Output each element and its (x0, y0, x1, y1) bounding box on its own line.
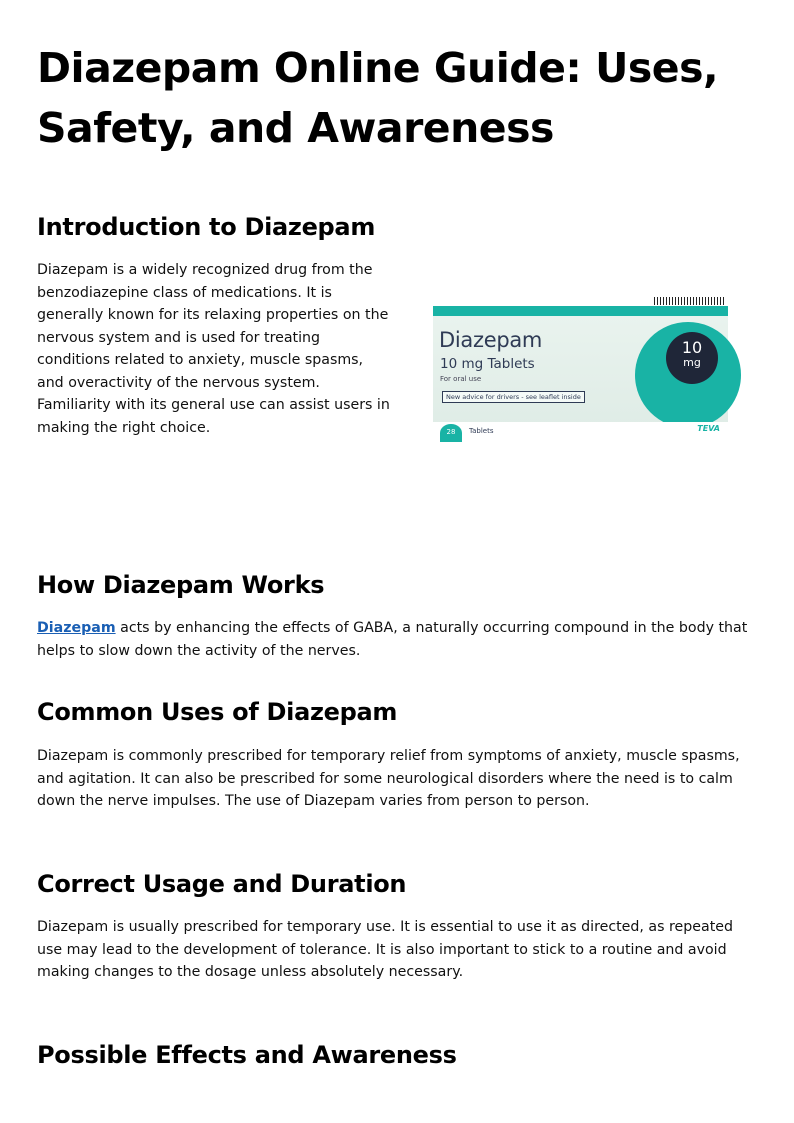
box-count-number: 28 (440, 424, 462, 442)
box-product-name: Diazepam (439, 328, 543, 352)
section-heading-possible-effects: Possible Effects and Awareness (37, 1041, 457, 1069)
section-heading-correct-usage: Correct Usage and Duration (37, 870, 407, 898)
box-warning: New advice for drivers - see leaflet inside (442, 391, 585, 403)
diazepam-box-image (433, 306, 730, 436)
section-heading-how-it-works: How Diazepam Works (37, 571, 325, 599)
box-front (433, 306, 728, 436)
strength-badge (666, 332, 718, 384)
diazepam-link[interactable]: Diazepam (37, 620, 116, 636)
section-heading-introduction: Introduction to Diazepam (37, 213, 376, 241)
section-heading-common-uses: Common Uses of Diazepam (37, 698, 398, 726)
brand-logo: TEVA (697, 424, 720, 433)
badge-unit: mg (683, 356, 701, 369)
section-body-correct-usage: Diazepam is usually prescribed for temporary use. It is essential to use it as directed, as repeated use may lead to the development of tolerance. It is also important to stick to a routine and avoid making changes to the dosage unless absolutely necessary. (37, 919, 734, 980)
how-it-works-text: acts by enhancing the effects of GABA, a naturally occurring compound in the body that helps to slow down the activity of the nerves. (37, 620, 748, 659)
section-body-common-uses: Diazepam is commonly prescribed for temporary relief from symptoms of anxiety, muscle spasms, and agitation. It can also be prescribed for some neurological disorders where the need is to calm down the nerve impulses. The use of Diazepam varies from person to person. (37, 748, 740, 809)
page-title: Diazepam Online Guide: Uses, Safety, and Awareness (37, 44, 719, 152)
badge-number: 10 (681, 338, 703, 357)
section-body-introduction: Diazepam is a widely recognized drug from the benzodiazepine class of medications. It is generally known for its relaxing properties on the nervous system and is used for treating conditions related to anxiety, muscle spasms, and overactivity of the nervous system. Familiarity with its general use can assist users in making the right choice. (37, 262, 390, 436)
box-route: For oral use (440, 375, 482, 383)
box-strength: 10 mg Tablets (440, 356, 535, 372)
box-count-label: Tablets (469, 427, 494, 435)
section-body-how-it-works (37, 617, 757, 662)
barcode (654, 297, 724, 305)
